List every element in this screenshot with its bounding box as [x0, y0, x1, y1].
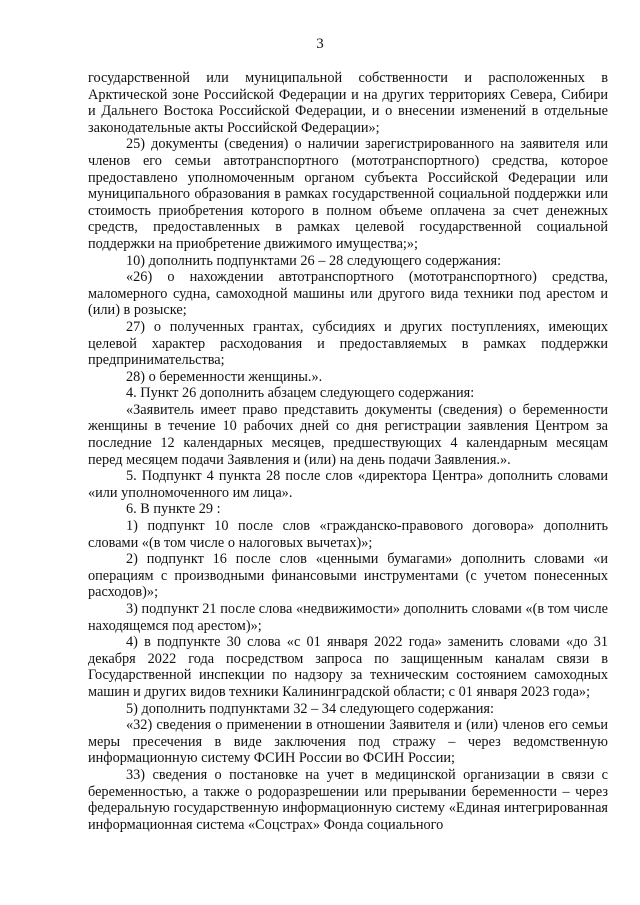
document-body — [88, 70, 608, 833]
paragraph: 2) подпункт 16 после слов «ценными бумагами» дополнить словами «и операциям с производными финансовыми инструментами (с учетом понесенных расходов)»; — [88, 551, 608, 601]
paragraph: 28) о беременности женщины.». — [126, 368, 323, 385]
page-number: 3 — [316, 36, 324, 52]
paragraph: 25) документы (сведения) о наличии зарегистрированного на заявителя или членов его семьи автотранспортного (мототранспортного) средства, которое предоставлено уполномоченным органом субъекта Российской Федерации или муниципального образования в рамках государственной социальной поддержки или стоимость приобретения которого в полном объеме оплачена за счет денежных средств, предоставленных в рамках целевой государственной социальной поддержки на приобретение движимого имущества;»; — [88, 136, 608, 252]
paragraph: 6. В пункте 29 : — [126, 501, 221, 518]
paragraph: 1) подпункт 10 после слов «гражданско-правового договора» дополнить словами «(в том числе о налоговых вычетах)»; — [88, 518, 608, 551]
paragraph: «26) о нахождении автотранспортного (мототранспортного) средства, маломерного судна, самоходной машины или другого вида техники под арестом и (или) в розыске; — [88, 269, 608, 319]
paragraph: 27) о полученных грантах, субсидиях и других поступлениях, имеющих целевой характер расходования и предоставляемых в рамках поддержки предпринимательства; — [88, 318, 608, 369]
paragraph: 33) сведения о постановке на учет в медицинской организации в связи с беременностью, а также о родоразрешении или прерывании беременности – через федеральную государственную информационную систему «Единая интегрированная информационная система «Соцстрах» Фонда социального — [88, 766, 608, 833]
paragraph: 5. Подпункт 4 пункта 28 после слов «директора Центра» дополнить словами «или уполномоченного им лица». — [88, 468, 608, 501]
paragraph: «32) сведения о применении в отношении Заявителя и (или) членов его семьи меры пресечения в виде заключения под стражу – через ведомственную информационную систему ФСИН России во ФСИН России; — [88, 717, 608, 767]
paragraph: государственной или муниципальной собственности и расположенных в Арктической зоне Российской Федерации и на других территориях Севера, Сибири и Дальнего Востока Российской Федерации, и о внесении изменений в отдельные законодательные акты Российской Федерации»; — [88, 70, 608, 136]
paragraph: 4) в подпункте 30 слова «с 01 января 2022 года» заменить словами «до 31 декабря 2022 года посредством запроса по защищенным каналам связи в Государственной инспекции по надзору за техническим состоянием самоходных машин и других видов техники Калининградской области; с 01 января 2023 года»; — [88, 634, 608, 700]
paragraph: «Заявитель имеет право представить документы (сведения) о беременности женщины в течение 10 рабочих дней со дня регистрации заявления Центром за последние 12 календарных месяцев, предшествующих 4 календарным месяцам перед месяцем подачи Заявления и (или) на день подачи Заявления.». — [88, 401, 608, 468]
paragraph: 4. Пункт 26 дополнить абзацем следующего содержания: — [126, 385, 475, 402]
paragraph: 3) подпункт 21 после слова «недвижимости» дополнить словами «(в том числе находящемся под арестом)»; — [88, 601, 608, 634]
paragraph: 10) дополнить подпунктами 26 – 28 следующего содержания: — [126, 252, 502, 269]
paragraph: 5) дополнить подпунктами 32 – 34 следующего содержания: — [126, 700, 494, 717]
